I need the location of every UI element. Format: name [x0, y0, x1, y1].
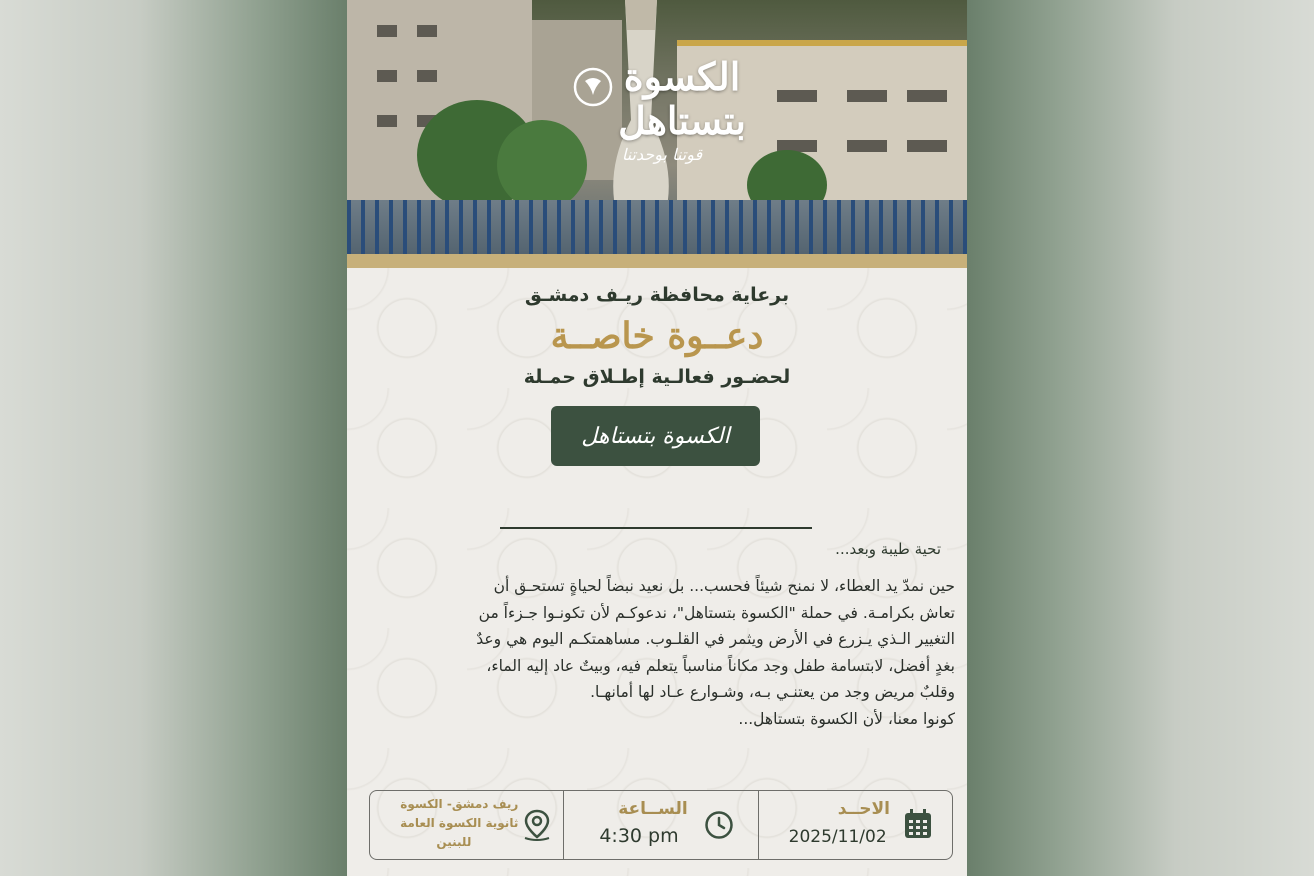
paragraph-line: تعاش بكرامـة. في حملة "الكسوة بتستاهل"، ندعوكـم لأن تكونـوا جـزءاً من [478, 603, 955, 622]
date-value: 2025/11/02 [788, 827, 887, 847]
divider-line [500, 527, 812, 529]
day-label: الاحــد [837, 799, 890, 819]
window [377, 70, 397, 82]
invitation-subtitle: لحضـور فعالـية إطـلاق حمـلة [523, 366, 791, 388]
paragraph-line: وقلبٌ مريض وجد من يعتنـي بـه، وشـوارع عـاد لها أمانهـا. [590, 683, 955, 701]
location-line-3: للبنين [436, 835, 472, 849]
invitation-title: دعــوة خاصــة [550, 315, 764, 357]
location-line-2: ثانوية الكسوة العامة [400, 816, 519, 830]
gold-divider [347, 254, 967, 268]
background-blur-right [967, 0, 1314, 876]
window [847, 140, 887, 152]
window [377, 25, 397, 37]
logo-tagline: قوتنا بوحدتنا [621, 145, 703, 164]
window [907, 90, 947, 102]
window [907, 140, 947, 152]
building-trim [677, 40, 967, 46]
greeting-text: تحية طيبة وبعد... [835, 540, 941, 558]
header-photo [347, 0, 967, 254]
invitation-card [347, 0, 967, 876]
fence [347, 200, 967, 254]
time-label: الســاعة [618, 799, 688, 819]
window [417, 70, 437, 82]
location-cell [370, 791, 563, 859]
window [417, 25, 437, 37]
paragraph-line: بغدٍ أفضل، لابتسامة طفل وجد مكاناً مناسباً يتعلم فيه، وبيتٌ عاد إليه الماء، [486, 656, 955, 675]
paragraph-line: التغيير الـذي يـزرع في الأرض ويثمر في القلـوب. مساهمتكـم اليوم هي وعدٌ [476, 630, 955, 648]
date-cell [758, 791, 952, 859]
campaign-name-badge: الكسوة بتستاهل [551, 406, 760, 466]
paragraph-line: حين نمدّ يد العطاء، لا نمنح شيئاً فحسب... بل نعيد نبضاً لحياةٍ تستحـق أن [493, 577, 955, 595]
paragraph-line: كونوا معنا، لأن الكسوة بتستاهل... [738, 709, 955, 728]
location-line-1: ريف دمشق- الكسوة [400, 797, 519, 811]
clock-icon [704, 810, 734, 840]
window [847, 90, 887, 102]
time-cell [563, 791, 757, 859]
logo-title: الكسوة بتستاهل [618, 54, 746, 143]
patterned-body [347, 268, 967, 876]
invitation-paragraph [369, 573, 955, 732]
calendar-icon [903, 808, 933, 840]
sponsor-text: برعاية محافظة ريـف دمشـق [524, 284, 790, 306]
window [377, 115, 397, 127]
location-pin-icon [522, 809, 552, 841]
event-details-box [369, 790, 953, 860]
campaign-logo [567, 55, 757, 164]
background-blur-left [0, 0, 347, 876]
window [777, 90, 817, 102]
hands-emblem-icon [573, 67, 613, 107]
time-value: 4:30 pm [599, 825, 679, 847]
